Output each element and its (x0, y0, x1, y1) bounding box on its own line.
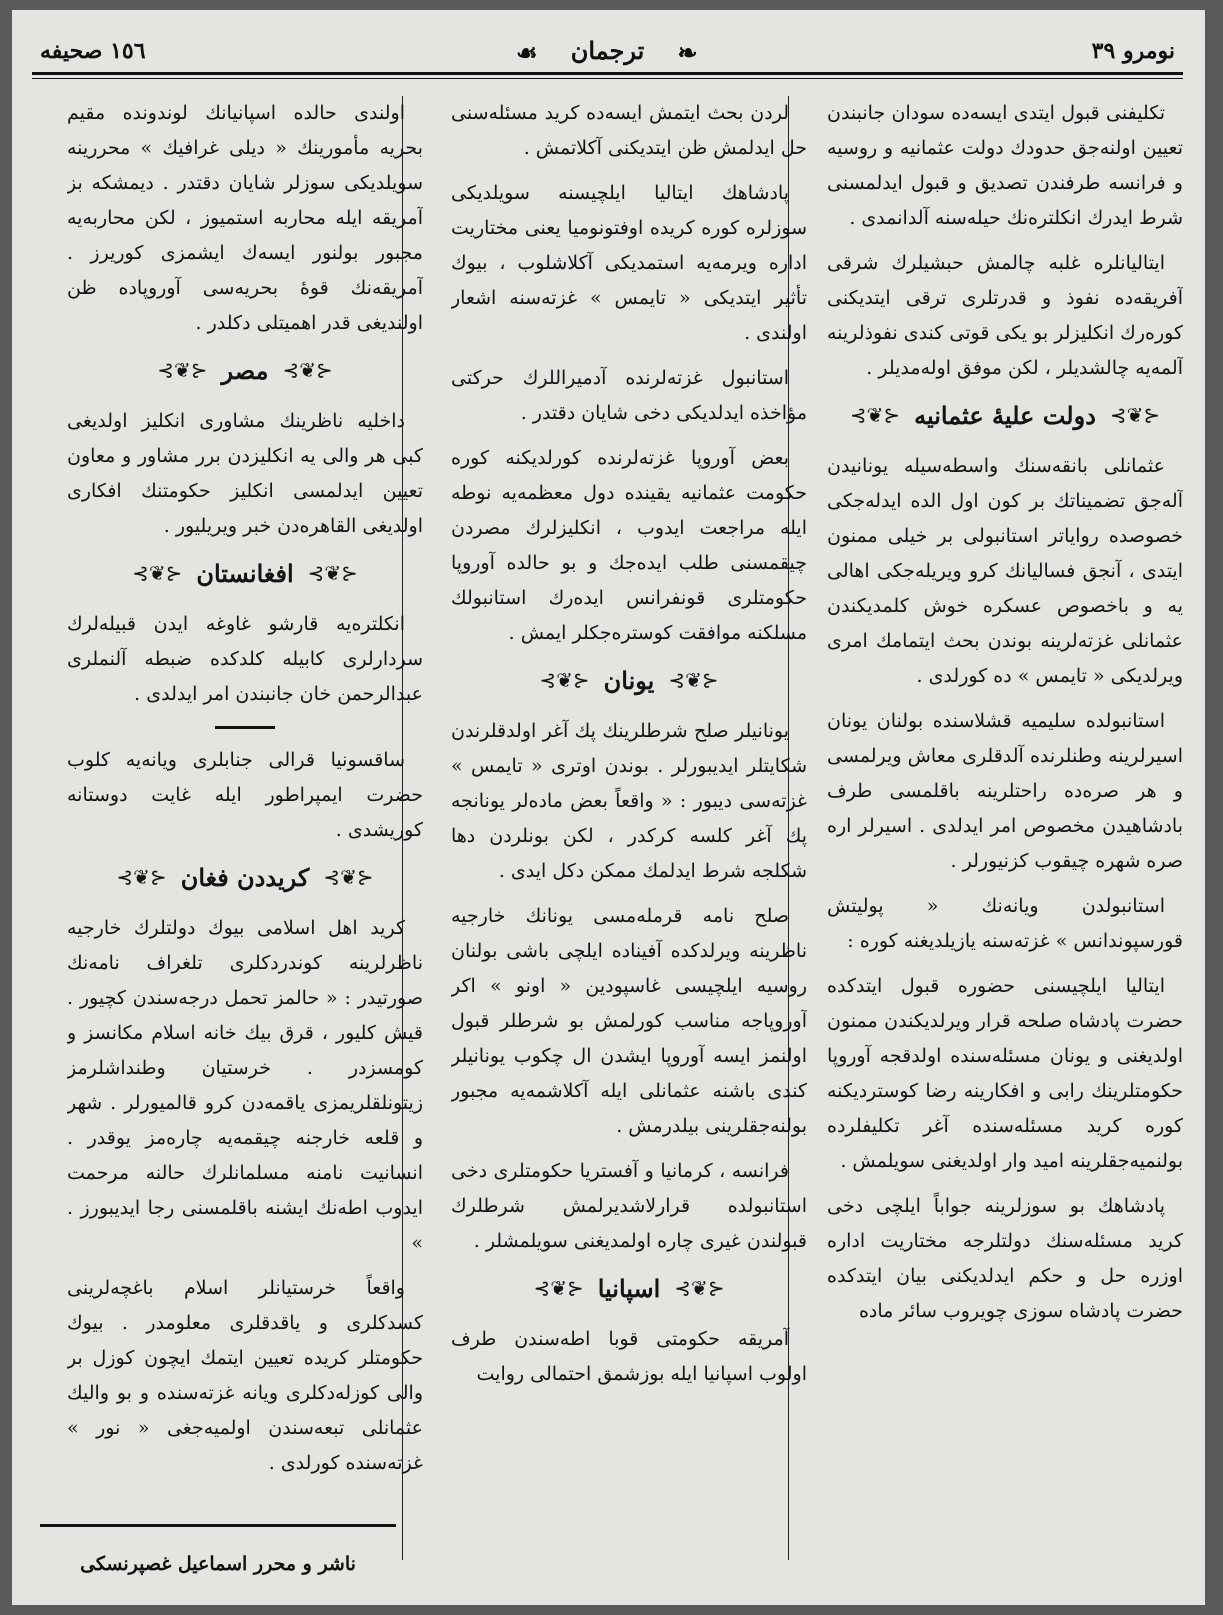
article-paragraph: ساقسونيا قرالى جنابلرى ويانه‌يه كلوب حضرت ايمپراطور ايله غايت دوستانه كوريشدى . (67, 749, 423, 841)
ornament-icon: ⊰❦⊱ (533, 1276, 584, 1300)
article-paragraph: آمريقه حكومتى قوبا اطه‌سندن طرف اولوب اسپانيا ايله بوزشمق احتمالى روايت (451, 1328, 807, 1385)
page-number: ١٥٦ صحيفه (40, 38, 146, 64)
section-title-spain: اسپانيا (597, 1274, 661, 1303)
ornament-icon: ⊰❦⊱ (539, 668, 590, 692)
header-rule-thin (32, 78, 1183, 79)
section-title-greece: يونان (603, 666, 655, 695)
article-paragraph: كريد اهل اسلامى بيوك دولتلرك خارجيه ناظرلرينه كوندردكلرى تلغراف نامه‌نك صورتيدر : « حالمز تحمل درجه‌سندن كچيور . قيش كليور ، قرق بيك خانه اسلام مكانسز و كومسزدر . خرستيان وطنداشلرمز زيتونلقلريمزى ياقمه‌دن كرو قالميورلر . شهر و قلعه خارجنه چيقمه‌يه چاره‌مز يوقدر . انسانيت نامنه مسلمانلرك حالنه مرحمت ايدوب اطه‌نك ايشنه باقلمسنى رجا ايديبورز . » (67, 917, 423, 1254)
section-heading (67, 860, 423, 895)
ornament-icon: ⊰❦⊱ (668, 668, 719, 692)
section-heading (67, 353, 423, 388)
ornament-icon: ❧ (677, 38, 698, 67)
section-title-afghanistan: افغانستان (196, 559, 294, 588)
article-paragraph: انكلتره‌يه قارشو غاوغه ايدن قبيله‌لرك سردارلرى كابيله كلدكده ضبطه آلنملرى عبدالرحمن خان جانبندن امر ايدلدى . (67, 613, 423, 705)
article-paragraph: تكليفنى قبول ايتدى ايسه‌ده سودان جانبندن تعيين اولنه‌جق حدودك دولت عثمانيه و روسيه و فرانسه طرفندن تصديق و قبول ايدلمسنى شرط ايدرك انكلتره‌نك حيله‌سنه آلدانمدى . (827, 102, 1183, 229)
article-paragraph: استانبولده سليميه قشلاسنده بولنان يونان اسيرلرينه وطنلرنده آلدقلرى معاش ويرلمسى و هر صره‌ده راحتلرينه باقلمسى طرف بادشاهيدن مخصوص امر ايدلدى . اسيرلر اره صره شهره چيقوب كزنيورلر . (827, 710, 1183, 872)
article-paragraph: فرانسه ، كرمانيا و آفستريا حكومتلرى دخى استانبولده قرارلاشديرلمش شرطلرك قبولندن غيرى چاره اولمديغنى سويلمشلر . (451, 1160, 807, 1252)
article-paragraph: پادشاهك ايتاليا ايلچيسنه سويلديكى سوزلره كوره كريده اوفتونوميا يعنى مختاريت اداره ويرمه‌يه استمديكى آكلاشلوب ، بيوك تأثير ايتديكى « تايمس » غزته‌سنه اشعار اولندى . (451, 182, 807, 344)
section-heading (451, 663, 807, 698)
publisher-footer: ناشر و محرر اسماعيل غصپرنسكى (80, 1553, 356, 1575)
article-paragraph: لردن بحث ايتمش ايسه‌ده كريد مسئله‌سنى حل ايدلمش ظن ايتديكنى آكلاتمش . (451, 102, 807, 159)
header-rule (32, 72, 1183, 75)
ornament-icon: ⊰❦⊱ (307, 561, 358, 585)
footer-rule (40, 1524, 396, 1527)
section-heading (827, 398, 1183, 433)
ornament-icon: ☙ (515, 38, 538, 67)
article-paragraph: داخليه ناظرينك مشاورى انكليز اولديغى كبى هر والى يه انكليزدن برر مشاور و معاون تعيين ايدلمسى انكليز حكومتنك افكارى اولديغى القاهره‌دن خبر ويريليور . (67, 410, 423, 537)
section-separator (215, 726, 275, 729)
article-paragraph: واقعاً خرستيانلر اسلام باغچه‌لرينى كسدكلرى و ياقدقلرى معلومدر . بيوك حكومتلر كريده تعيين ايتمك ايچون كوزل بر والى كوزله‌دكلرى ويانه غزته‌سنده و بو واليك عثمانلى تبعه‌سندن اولميه‌جغى « نور » غزته‌سنده كورلدى . (67, 1277, 423, 1474)
ornament-icon: ⊰❦⊱ (132, 561, 183, 585)
newspaper-title: ترجمان (570, 36, 645, 65)
ornament-icon: ⊰❦⊱ (157, 358, 208, 382)
section-title-crete: كريددن فغان (180, 863, 310, 892)
article-paragraph: صلح نامه قرمله‌مسى يونانك خارجيه ناظرينه ويرلدكده آفيناده ايلچى باشى بولنان روسيه ايلچيسى غاسپودين « اونو » اكر آوروپاجه مناسب كورلمش بو شرطلر قبول اولنمز ايسه آوروپا ايشدن ال چكوب يونانيلر كندى باشنه عثمانلى ايله آكلاشمه‌يه مجبور بولنه‌جقلرينى بيلدرمش . (451, 905, 807, 1137)
section-title-ottoman: دولت عليهٔ عثمانيه (914, 401, 1096, 430)
article-paragraph: ايتاليانلره غلبه چالمش حبشيلرك شرقى آفريقه‌ده نفوذ و قدرتلرى ترقى ايتديكنى كوره‌رك انكليزلر بو يكى قوتى كندى نفوذلرينه آلمه‌يه چالشديلر ، لكن موفق اوله‌مديلر . (827, 252, 1183, 379)
ornament-icon: ⊰❦⊱ (849, 403, 901, 427)
article-paragraph: پادشاهك بو سوزلرينه جواباً ايلچى دخى كريد مسئله‌سنك دولتلرجه مختاريت اداره اوزره حل و حكم ايدلديكنى بيان ايتدكده حضرت پادشاه سوزى چويروب سائر ماده (827, 1195, 1183, 1322)
column-left (67, 96, 423, 1510)
newspaper-page (12, 10, 1205, 1605)
article-paragraph: استانبولدن ويانه‌نك « پوليتش قورسپوندانس » غزته‌سنه يازيلديغنه كوره : (827, 895, 1183, 952)
article-paragraph: بعض آوروپا غزته‌لرنده كورلديكنه كوره حكومت عثمانيه يقينده دول معظمه‌يه نوطه ايله مراجعت ايدوب ، انكليزلرك مصردن چيقمسنى طلب ايده‌جك و بو حالده آوروپا حكومتلرى قونفرانس ايده‌رك استانبولك مسلكنه موافقت كوستره‌جكلر ايمش . (451, 447, 807, 644)
ornament-icon: ⊰❦⊱ (674, 1276, 725, 1300)
ornament-icon: ⊰❦⊱ (116, 865, 167, 889)
article-paragraph: يونانيلر صلح شرطلرينك پك آغر اولدقلرندن شكايتلر ايديبورلر . بوندن اوترى « تايمس » غزته‌سى ديبور : « واقعاً بعض ماده‌لر يونانجه پك آغر كلسه كركدر ، لكن بونلردن دها شكلجه شرط ايدلمك ممكن دكل ايدى . (451, 720, 807, 882)
section-heading (67, 556, 423, 591)
column-right (827, 96, 1183, 1545)
section-heading (451, 1271, 807, 1306)
article-paragraph: استانبول غزته‌لرنده آدميراللرك حركتى مؤاخذه ايدلديكى دخى شايان دقتدر . (451, 367, 807, 424)
section-title-egypt: مصر (221, 356, 269, 385)
ornament-icon: ⊰❦⊱ (1109, 403, 1161, 427)
article-paragraph: اولندى حالده اسپانيانك لوندونده مقيم بحريه مأمورينك « ديلى غرافيك » محررينه سويلديكى سوزلر شايان دقتدر . ديمشكه بز آمريقه ايله محاربه استميوز ، لكن محاربه‌يه مجبور بولنور ايسه‌ك ايشمزى كوريرز . آمريقه‌نك قوهٔ بحريه‌سى آوروپاده ظن اولنديغى قدر اهميتلى دكلدر . (67, 102, 423, 334)
article-paragraph: ايتاليا ايلچيسنى حضوره قبول ايتدكده حضرت پادشاه صلحه قرار ويرلديكندن ممنون اولديغنى و يونان مسئله‌سنده اولدقجه آوروپا حكومتلرينك رابى و افكارينه رضا كوسترديكنه كوره كريد مسئله‌سنده آغر تكليفلرده بولنميه‌جقلرينه اميد وار اولديغنى سويلمش . (827, 975, 1183, 1172)
column-middle (451, 96, 807, 1545)
article-paragraph: عثمانلى بانقه‌سنك واسطه‌سيله يونانيدن آله‌جق تضميناتك بر كون اول الده ايدله‌جكى خصوصده رواياتر استانبولى بر خيلى ممنون ايتدى ، آنجق فساليانك كرو ويريله‌جكى اهالى يه و باخصوص عسكره خوش كلمديكندن عثمانلى غزته‌لرينه بوندن بحث ايتمامك امرى ويرلديكى « تايمس » ده كورلدى . (827, 455, 1183, 687)
issue-number: نومرو ٣٩ (1091, 38, 1175, 64)
ornament-icon: ⊰❦⊱ (323, 865, 374, 889)
ornament-icon: ⊰❦⊱ (282, 358, 333, 382)
